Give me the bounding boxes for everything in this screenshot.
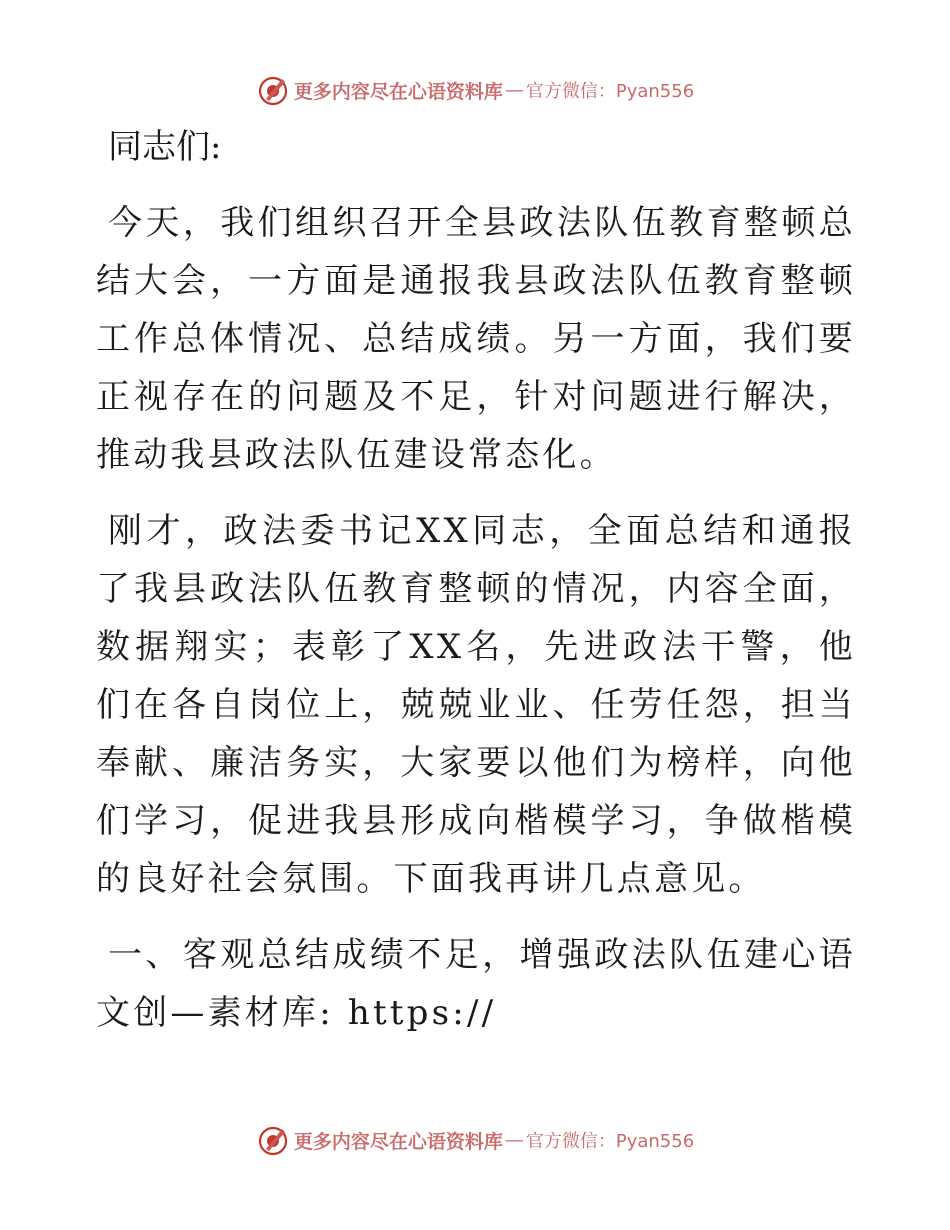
footer-wechat-text: 官方微信：Pyan556 xyxy=(525,1131,695,1152)
quill-logo-icon xyxy=(256,1123,290,1157)
quill-logo-icon xyxy=(256,73,290,107)
header-separator: — xyxy=(504,79,524,101)
document-body xyxy=(96,118,856,1060)
footer-banner xyxy=(0,1120,950,1160)
greeting: 同志们: xyxy=(108,127,222,167)
header-brand-text: 更多内容尽在心语资料库 xyxy=(293,80,503,103)
paragraph-1: 今天，我们组织召开全县政法队伍教育整顿总结大会，一方面是通报我县政法队伍教育整顿工作总体情况、总结成绩。另一方面，我们要正视存在的问题及不足，针对问题进行解决，推动我县政法队伍建设常态化。 xyxy=(96,203,856,475)
footer-brand-text: 更多内容尽在心语资料库 xyxy=(293,1130,503,1153)
header-banner xyxy=(0,70,950,110)
paragraph-2: 刚才，政法委书记XX同志，全面总结和通报了我县政法队伍教育整顿的情况，内容全面，数据翔实；表彰了XX名，先进政法干警，他们在各自岗位上，兢兢业业、任劳任怨，担当奉献、廉洁务实，大家要以他们为榜样，向他们学习，促进我县形成向楷模学习，争做楷模的良好社会氛围。下面我再讲几点意见。 xyxy=(96,511,856,899)
header-wechat-text: 官方微信：Pyan556 xyxy=(525,81,695,102)
section-heading-1: 一、客观总结成绩不足，增强政法队伍建心语文创—素材库: https:// xyxy=(96,935,856,1033)
footer-separator: — xyxy=(504,1129,524,1151)
